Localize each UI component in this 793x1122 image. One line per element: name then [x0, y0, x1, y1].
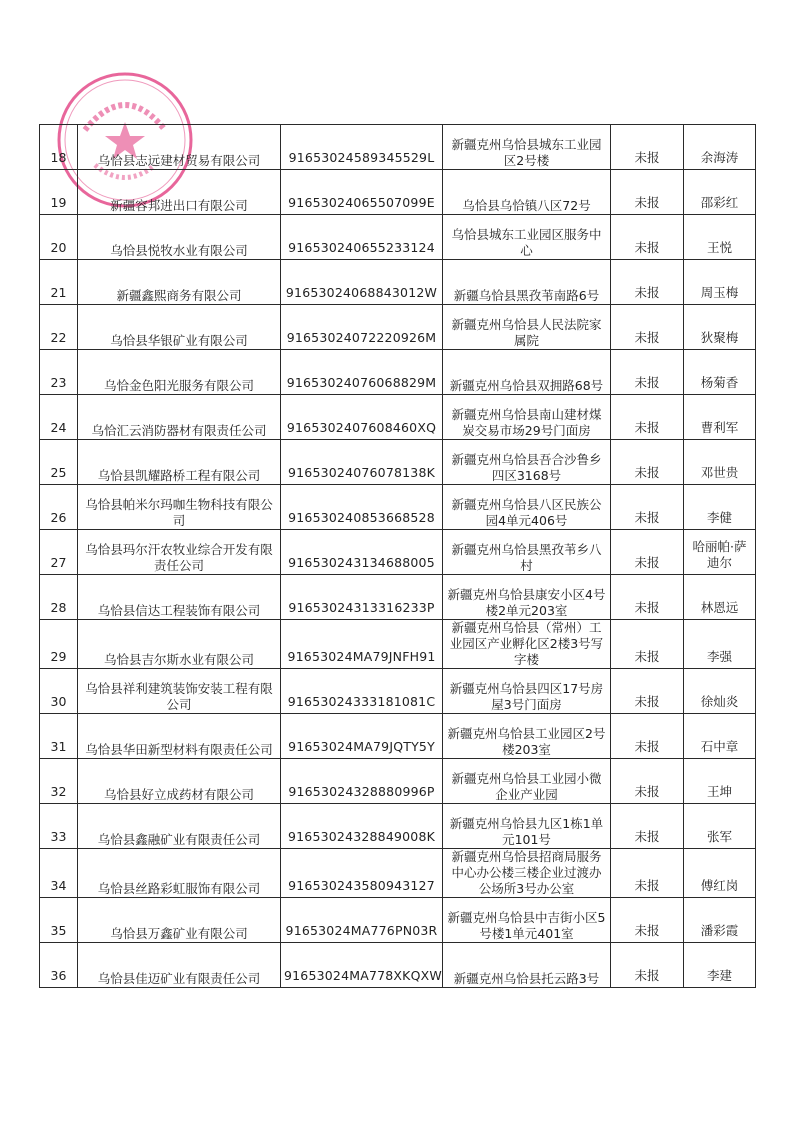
legal-person-cell: 曹利军 [684, 395, 756, 440]
address-cell: 新疆克州乌恰县九区1栋1单元101号 [443, 804, 611, 849]
table-row [40, 620, 756, 669]
report-status-cell: 未报 [611, 759, 684, 804]
table-row [40, 125, 756, 170]
credit-code-cell: 91653024333181081C [281, 669, 443, 714]
legal-person-cell: 潘彩霞 [684, 898, 756, 943]
address-cell: 乌恰县乌恰镇八区72号 [443, 170, 611, 215]
table-row [40, 714, 756, 759]
company-name-cell: 乌恰县万鑫矿业有限公司 [78, 898, 281, 943]
report-status-cell: 未报 [611, 575, 684, 620]
table-row [40, 215, 756, 260]
address-cell: 新疆克州乌恰县吾合沙鲁乡四区3168号 [443, 440, 611, 485]
address-cell: 新疆克州乌恰县双拥路68号 [443, 350, 611, 395]
credit-code-cell: 91653024076078138K [281, 440, 443, 485]
company-name-cell: 乌恰县帕米尔玛咖生物科技有限公司 [78, 485, 281, 530]
address-cell: 新疆克州乌恰县工业园区2号楼203室 [443, 714, 611, 759]
legal-person-cell: 石中章 [684, 714, 756, 759]
credit-code-cell: 91653024072220926M [281, 305, 443, 350]
row-number-cell: 24 [40, 395, 78, 440]
report-status-cell: 未报 [611, 804, 684, 849]
row-number-cell: 28 [40, 575, 78, 620]
row-number-cell: 30 [40, 669, 78, 714]
company-name-cell: 乌恰县悦牧水业有限公司 [78, 215, 281, 260]
table-row [40, 943, 756, 988]
address-cell: 新疆克州乌恰县城东工业园区2号楼 [443, 125, 611, 170]
row-number-cell: 36 [40, 943, 78, 988]
address-cell: 新疆克州乌恰县人民法院家属院 [443, 305, 611, 350]
report-status-cell: 未报 [611, 714, 684, 759]
row-number-cell: 32 [40, 759, 78, 804]
report-status-cell: 未报 [611, 215, 684, 260]
report-status-cell: 未报 [611, 898, 684, 943]
legal-person-cell: 狄聚梅 [684, 305, 756, 350]
credit-code-cell: 916530243134688005 [281, 530, 443, 575]
legal-person-cell: 余海涛 [684, 125, 756, 170]
report-status-cell: 未报 [611, 170, 684, 215]
company-name-cell: 乌恰县祥利建筑装饰安装工程有限公司 [78, 669, 281, 714]
address-cell: 新疆克州乌恰县南山建材煤炭交易市场29号门面房 [443, 395, 611, 440]
legal-person-cell: 杨菊香 [684, 350, 756, 395]
report-status-cell: 未报 [611, 305, 684, 350]
company-name-cell: 乌恰县华田新型材料有限责任公司 [78, 714, 281, 759]
row-number-cell: 33 [40, 804, 78, 849]
address-cell: 新疆克州乌恰县托云路3号 [443, 943, 611, 988]
row-number-cell: 27 [40, 530, 78, 575]
report-status-cell: 未报 [611, 125, 684, 170]
address-cell: 乌恰县城东工业园区服务中心 [443, 215, 611, 260]
company-name-cell: 乌恰汇云消防器材有限责任公司 [78, 395, 281, 440]
company-name-cell: 新疆鑫熙商务有限公司 [78, 260, 281, 305]
legal-person-cell: 邵彩红 [684, 170, 756, 215]
row-number-cell: 18 [40, 125, 78, 170]
credit-code-cell: 91653024MA778XKQXW [281, 943, 443, 988]
report-status-cell: 未报 [611, 943, 684, 988]
address-cell: 新疆克州乌恰县（常州）工业园区产业孵化区2楼3号写字楼 [443, 620, 611, 669]
legal-person-cell: 徐灿炎 [684, 669, 756, 714]
table-row [40, 575, 756, 620]
credit-code-cell: 91653024MA79JNFH91 [281, 620, 443, 669]
company-name-cell: 新疆容邦进出口有限公司 [78, 170, 281, 215]
address-cell: 新疆克州乌恰县八区民族公园4单元406号 [443, 485, 611, 530]
company-name-cell: 乌恰县华银矿业有限公司 [78, 305, 281, 350]
report-status-cell: 未报 [611, 395, 684, 440]
row-number-cell: 20 [40, 215, 78, 260]
row-number-cell: 26 [40, 485, 78, 530]
company-name-cell: 乌恰县志远建材贸易有限公司 [78, 125, 281, 170]
company-name-cell: 乌恰县吉尔斯水业有限公司 [78, 620, 281, 669]
credit-code-cell: 91653024065523312​4 [281, 215, 443, 260]
credit-code-cell: 91653024068843012W [281, 260, 443, 305]
address-cell: 新疆克州乌恰县中吉街小区5号楼1单元401室 [443, 898, 611, 943]
report-status-cell: 未报 [611, 485, 684, 530]
report-status-cell: 未报 [611, 669, 684, 714]
enterprise-table [39, 124, 756, 988]
address-cell: 新疆克州乌恰县黑孜苇乡八村 [443, 530, 611, 575]
row-number-cell: 34 [40, 849, 78, 898]
credit-code-cell: 91653024065507099E [281, 170, 443, 215]
table-row [40, 305, 756, 350]
legal-person-cell: 哈丽帕·萨迪尔 [684, 530, 756, 575]
credit-code-cell: 916530240853668528 [281, 485, 443, 530]
report-status-cell: 未报 [611, 620, 684, 669]
legal-person-cell: 李健 [684, 485, 756, 530]
company-name-cell: 乌恰县丝路彩虹服饰有限公司 [78, 849, 281, 898]
report-status-cell: 未报 [611, 440, 684, 485]
row-number-cell: 25 [40, 440, 78, 485]
legal-person-cell: 周玉梅 [684, 260, 756, 305]
company-name-cell: 乌恰县佳迈矿业有限责任公司 [78, 943, 281, 988]
legal-person-cell: 李建 [684, 943, 756, 988]
company-name-cell: 乌恰金色阳光服务有限公司 [78, 350, 281, 395]
credit-code-cell: 91653024MA776PN03R [281, 898, 443, 943]
report-status-cell: 未报 [611, 350, 684, 395]
address-cell: 新疆乌恰县黑孜苇南路6号 [443, 260, 611, 305]
row-number-cell: 19 [40, 170, 78, 215]
credit-code-cell: 91653024MA79JQTY5Y [281, 714, 443, 759]
table-row [40, 530, 756, 575]
row-number-cell: 29 [40, 620, 78, 669]
table-row [40, 260, 756, 305]
company-name-cell: 乌恰县好立成药材有限公司 [78, 759, 281, 804]
company-name-cell: 乌恰县信达工程装饰有限公司 [78, 575, 281, 620]
credit-code-cell: 916530243580943127 [281, 849, 443, 898]
table-row [40, 485, 756, 530]
table-row [40, 395, 756, 440]
table-row [40, 804, 756, 849]
legal-person-cell: 林恩远 [684, 575, 756, 620]
row-number-cell: 22 [40, 305, 78, 350]
company-name-cell: 乌恰县鑫融矿业有限责任公司 [78, 804, 281, 849]
address-cell: 新疆克州乌恰县四区17号房屋3号门面房 [443, 669, 611, 714]
address-cell: 新疆克州乌恰县招商局服务中心办公楼三楼企业过渡办公场所3号办公室 [443, 849, 611, 898]
legal-person-cell: 王坤 [684, 759, 756, 804]
credit-code-cell: 91653024328849008K [281, 804, 443, 849]
table-row [40, 759, 756, 804]
report-status-cell: 未报 [611, 530, 684, 575]
table-row [40, 669, 756, 714]
table-row [40, 898, 756, 943]
table-row [40, 849, 756, 898]
legal-person-cell: 邓世贵 [684, 440, 756, 485]
credit-code-cell: 91653024589345529L [281, 125, 443, 170]
table-row [40, 440, 756, 485]
legal-person-cell: 王悦 [684, 215, 756, 260]
report-status-cell: 未报 [611, 849, 684, 898]
company-name-cell: 乌恰县凯耀路桥工程有限公司 [78, 440, 281, 485]
credit-code-cell: 91653024313316233P [281, 575, 443, 620]
credit-code-cell: 91653024328880996P [281, 759, 443, 804]
address-cell: 新疆克州乌恰县康安小区4号楼2单元203室 [443, 575, 611, 620]
row-number-cell: 35 [40, 898, 78, 943]
table-row [40, 170, 756, 215]
row-number-cell: 31 [40, 714, 78, 759]
legal-person-cell: 李强 [684, 620, 756, 669]
address-cell: 新疆克州乌恰县工业园小微企业产业园 [443, 759, 611, 804]
credit-code-cell: 9165302407608460XQ [281, 395, 443, 440]
table-row [40, 350, 756, 395]
company-name-cell: 乌恰县玛尔汗农牧业综合开发有限责任公司 [78, 530, 281, 575]
legal-person-cell: 张军 [684, 804, 756, 849]
row-number-cell: 21 [40, 260, 78, 305]
report-status-cell: 未报 [611, 260, 684, 305]
legal-person-cell: 傅红岗 [684, 849, 756, 898]
credit-code-cell: 91653024076068829M [281, 350, 443, 395]
row-number-cell: 23 [40, 350, 78, 395]
